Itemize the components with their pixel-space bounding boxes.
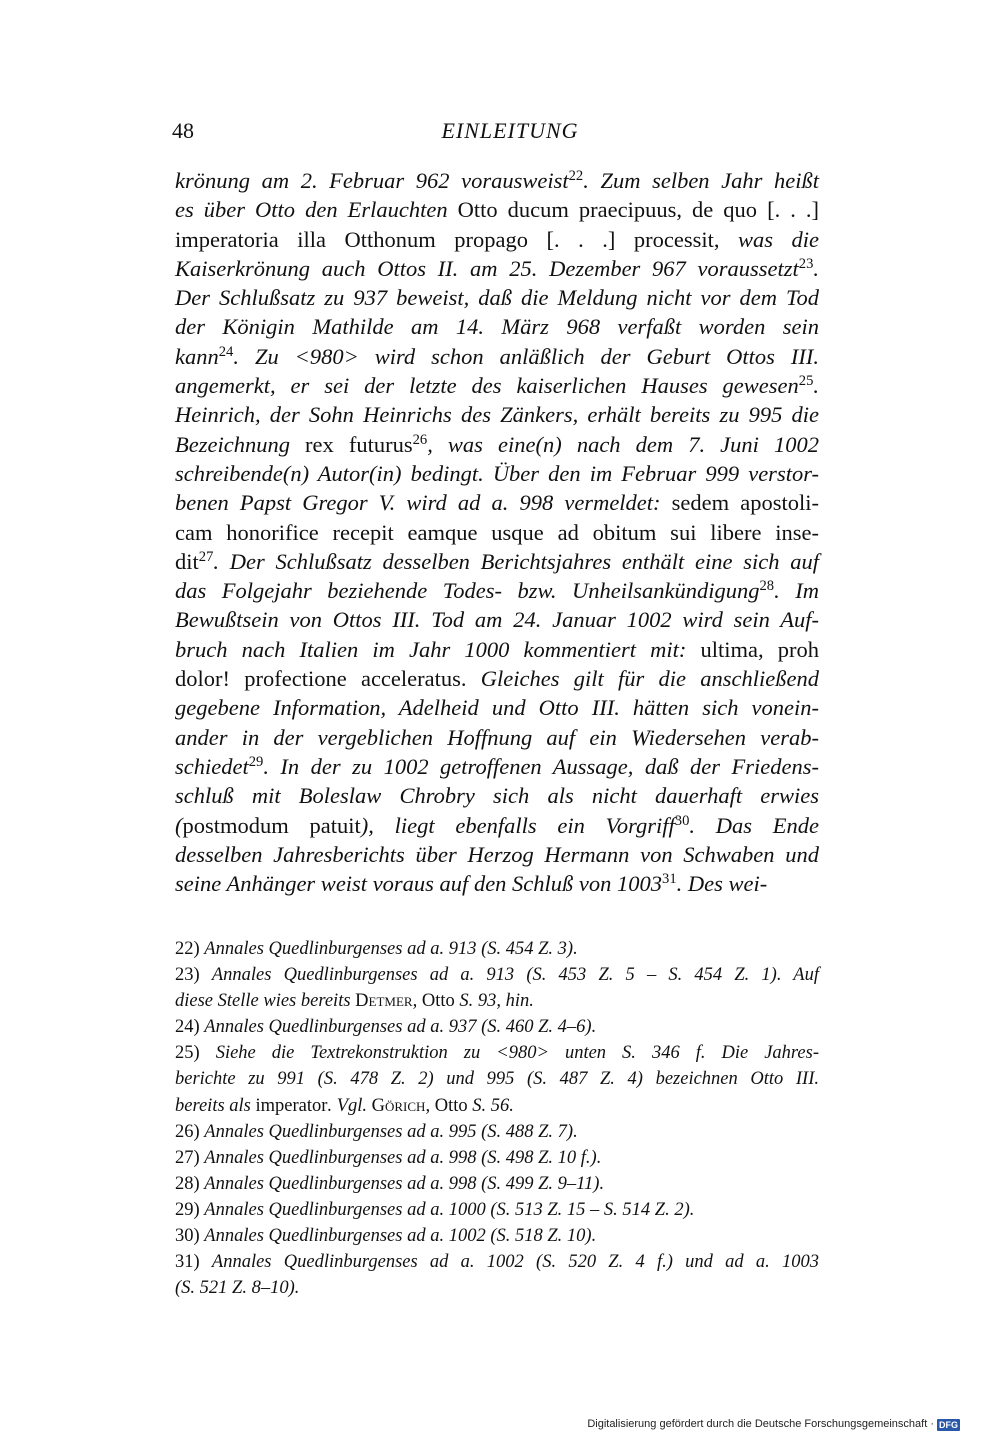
body-line xyxy=(175,547,819,576)
text-segment: schiedet xyxy=(175,753,249,779)
body-line xyxy=(175,781,819,810)
text-segment: der Königin Mathilde am 14. März 968 verfaßt worden sein xyxy=(175,314,819,340)
body-line xyxy=(175,488,819,517)
text-segment: (S. 521 Z. 8–10). xyxy=(175,1278,300,1299)
text-segment: es über Otto den Erlauchten xyxy=(175,197,458,223)
body-line xyxy=(175,371,819,400)
body-line xyxy=(175,664,819,693)
body-line xyxy=(175,723,819,752)
text-segment: 30) xyxy=(175,1226,205,1247)
text-segment: Annales Quedlinburgenses ad a. 995 (S. 488 Z. 7). xyxy=(204,1121,578,1142)
footnote-marker: 23 xyxy=(798,255,814,272)
text-segment: 25) xyxy=(175,1043,216,1064)
text-segment: Heinrich, der Sohn Heinrichs des Zänkers, erhält bereits zu 995 die xyxy=(175,402,819,428)
text-segment: Otto xyxy=(434,1095,468,1116)
text-segment: angemerkt, er sei der letzte des kaiserlichen Hauses gewesen xyxy=(175,373,799,399)
text-segment: ander in der vergeblichen Hoffnung auf ein Wiedersehen verab- xyxy=(175,724,819,750)
text-segment: Annales Quedlinburgenses ad a. 1002 (S. 520 Z. 4 f.) und ad a. 1003 xyxy=(211,1252,819,1273)
text-segment: kann xyxy=(175,343,219,369)
text-segment: imperator xyxy=(255,1095,328,1116)
body-line xyxy=(175,225,819,254)
main-text xyxy=(175,166,819,898)
body-line xyxy=(175,576,819,605)
footnote-line xyxy=(175,1223,819,1249)
text-segment: Annales Quedlinburgenses ad a. 998 (S. 499 Z. 9–11). xyxy=(204,1173,605,1194)
footnote-marker: 29 xyxy=(248,753,264,770)
text-segment: S. 56. xyxy=(467,1095,514,1116)
text-segment: seine Anhänger weist voraus auf den Schluß von 1003 xyxy=(175,871,663,897)
text-segment: . Zu <980> wird schon anläßlich der Geburt Ottos III. xyxy=(233,343,819,369)
footnote-line xyxy=(175,1119,819,1145)
text-segment: . Vgl. xyxy=(327,1095,372,1116)
text-segment: sedem apostoli- xyxy=(671,490,819,516)
footnote-line xyxy=(175,1014,819,1040)
text-segment: 22) xyxy=(175,939,205,959)
footnote-line xyxy=(175,1171,819,1197)
body-line xyxy=(175,518,819,547)
body-line xyxy=(175,254,819,283)
text-segment: 27) xyxy=(175,1147,205,1168)
text-segment: das Folgejahr beziehende Todes- bzw. Unheilsankündigung xyxy=(175,578,760,604)
text-segment: desselben Jahresberichts über Herzog Hermann von Schwaben und xyxy=(175,841,819,867)
body-line xyxy=(175,811,819,840)
text-segment: . In der zu 1002 getroffenen Aussage, daß der Friedens- xyxy=(263,753,819,779)
text-segment: 28) xyxy=(175,1173,205,1194)
text-segment: Annales Quedlinburgenses ad a. 913 (S. 454 Z. 3). xyxy=(204,939,578,959)
credit-text: Digitalisierung gefördert durch die Deutsche Forschungsgemeinschaft · xyxy=(587,1418,934,1430)
text-segment: benen Papst Gregor V. wird ad a. 998 vermeldet: xyxy=(175,490,672,516)
text-segment: Der Schlußsatz zu 937 beweist, daß die Meldung nicht vor dem Tod xyxy=(175,285,819,311)
text-segment: bereits als xyxy=(175,1095,256,1116)
text-segment: diese Stelle wies bereits xyxy=(175,991,356,1012)
body-line xyxy=(175,195,819,224)
body-line xyxy=(175,342,819,371)
text-segment: 26) xyxy=(175,1121,205,1142)
text-segment: berichte zu 991 (S. 478 Z. 2) und 995 (S. 487 Z. 4) bezeichnen Otto III. xyxy=(175,1069,819,1090)
text-segment: . Das Ende xyxy=(689,812,819,838)
running-head: EINLEITUNG xyxy=(441,118,579,143)
body-line xyxy=(175,312,819,341)
footnote-line xyxy=(175,1249,819,1275)
body-line xyxy=(175,635,819,664)
text-segment: Otto ducum praecipuus, de quo [. . .] xyxy=(457,197,819,223)
text-segment: ), liegt ebenfalls ein Vorgriff xyxy=(360,812,675,838)
text-segment: . Zum selben Jahr heißt xyxy=(583,168,819,193)
body-line xyxy=(175,400,819,429)
body-line xyxy=(175,840,819,869)
body-line xyxy=(175,693,819,722)
footnote-line xyxy=(175,962,819,988)
footnote-line xyxy=(175,1275,819,1301)
text-segment: Bezeichnung xyxy=(175,431,306,457)
body-line xyxy=(175,430,819,459)
text-segment: Annales Quedlinburgenses ad a. 1000 (S. 513 Z. 15 – S. 514 Z. 2). xyxy=(204,1199,695,1220)
text-segment: S. 93, hin. xyxy=(454,991,534,1012)
text-segment: , xyxy=(412,991,422,1012)
text-segment: Otto xyxy=(421,991,455,1012)
text-segment: , was eine(n) nach dem 7. Juni 1002 xyxy=(427,431,819,457)
text-segment: Görich xyxy=(371,1095,426,1116)
text-segment: schreibende(n) Autor(in) bedingt. Über den im Februar 999 verstor- xyxy=(175,460,819,486)
text-segment: ultima, proh xyxy=(700,636,819,662)
footnote-line xyxy=(175,1066,819,1092)
text-segment: dit xyxy=(175,548,199,574)
text-segment: Kaiserkrönung auch Ottos II. am 25. Dezember 967 voraussetzt xyxy=(175,255,799,281)
text-segment: cam honorifice recepit eamque usque ad obitum sui libere inse- xyxy=(175,519,819,545)
text-segment: . xyxy=(813,255,819,281)
footnote-marker: 24 xyxy=(218,343,234,360)
text-segment: dolor! profectione acceleratus. xyxy=(175,666,481,692)
text-segment: ( xyxy=(175,812,183,838)
text-segment: postmodum patuit xyxy=(182,812,361,838)
text-segment: Annales Quedlinburgenses ad a. 913 (S. 453 Z. 5 – S. 454 Z. 1). Auf xyxy=(211,965,819,986)
dfg-logo: DFG xyxy=(939,1419,958,1430)
footnote-marker: 22 xyxy=(568,167,584,184)
text-segment: Detmer xyxy=(355,991,413,1012)
text-segment: Annales Quedlinburgenses ad a. 998 (S. 498 Z. 10 f.). xyxy=(204,1147,602,1168)
text-segment: was die xyxy=(737,226,819,252)
footnote-line xyxy=(175,988,819,1014)
text-segment: rex futurus xyxy=(305,431,413,457)
text-segment: krönung am 2. Februar 962 vorausweist xyxy=(175,168,569,193)
body-line xyxy=(175,752,819,781)
body-line xyxy=(175,166,819,195)
text-segment: . Im xyxy=(774,578,819,604)
footnote-line xyxy=(175,1197,819,1223)
text-segment: gegebene Information, Adelheid und Otto III. hätten sich vonein- xyxy=(175,695,819,721)
page-number: 48 xyxy=(172,118,194,143)
text-segment: 24) xyxy=(175,1017,205,1038)
body-line xyxy=(175,869,819,898)
text-segment: 23) xyxy=(175,965,212,986)
footnote-line xyxy=(175,1040,819,1066)
footnote-marker: 28 xyxy=(759,578,775,595)
footnote-line xyxy=(175,1145,819,1171)
footnote-marker: 25 xyxy=(798,373,814,390)
footnotes xyxy=(175,936,819,1301)
text-segment: Bewußtsein von Ottos III. Tod am 24. Januar 1002 wird sein Auf- xyxy=(175,607,819,633)
footnote-marker: 27 xyxy=(198,548,214,565)
text-segment: 31) xyxy=(175,1252,212,1273)
digitization-credit xyxy=(587,1418,960,1431)
text-segment: imperatoria illa Otthonum propago [. . .] processit, xyxy=(175,226,738,252)
text-segment: , xyxy=(425,1095,435,1116)
text-segment: . Des wei- xyxy=(676,871,768,897)
text-segment: Gleiches gilt für die anschließend xyxy=(480,666,819,692)
footnote-line xyxy=(175,936,819,962)
text-segment: schluß mit Boleslaw Chrobry sich als nicht dauerhaft erwies xyxy=(175,783,819,809)
text-segment: bruch nach Italien im Jahr 1000 kommentiert mit: xyxy=(175,636,701,662)
body-line xyxy=(175,605,819,634)
text-segment: . Der Schlußsatz desselben Berichtsjahres enthält eine sich auf xyxy=(213,548,819,574)
footnote-marker: 30 xyxy=(674,812,690,829)
text-segment: Siehe die Textrekonstruktion zu <980> unten S. 346 f. Die Jahres- xyxy=(215,1043,819,1064)
text-segment: Annales Quedlinburgenses ad a. 1002 (S. 518 Z. 10). xyxy=(204,1226,597,1247)
text-segment: Annales Quedlinburgenses ad a. 937 (S. 460 Z. 4–6). xyxy=(204,1017,597,1038)
footnote-line xyxy=(175,1093,819,1119)
footnote-marker: 26 xyxy=(412,431,428,448)
text-segment: 29) xyxy=(175,1199,205,1220)
body-line xyxy=(175,283,819,312)
footnote-marker: 31 xyxy=(662,871,677,888)
body-line xyxy=(175,459,819,488)
text-segment: . xyxy=(813,373,819,399)
